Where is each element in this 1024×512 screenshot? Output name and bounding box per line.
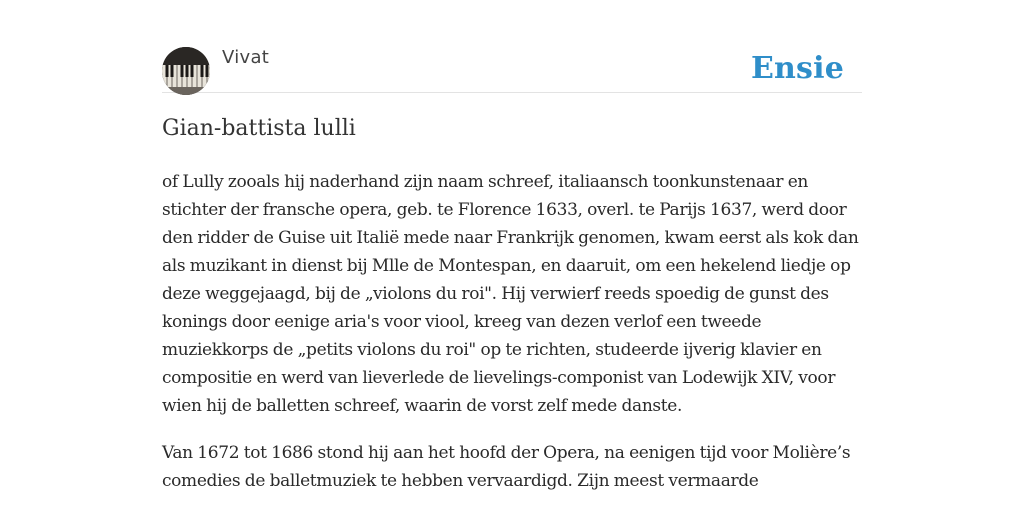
piano-keys-icon <box>162 47 210 95</box>
avatar[interactable] <box>162 47 210 95</box>
author-name[interactable]: Vivat <box>222 47 270 68</box>
header <box>162 46 862 93</box>
article-title: Gian-battista lulli <box>162 116 356 141</box>
article-body <box>162 168 862 512</box>
article-paragraph: of Lully zooals hij naderhand zijn naam schreef, italiaansch toonkunstenaar en stichter der fransche opera, geb. te Florence 1633, overl. te Parijs 1637, werd door den ridder de Guise uit Italië mede naar Frankrijk genomen, kwam eerst als kok dan als muzikant in dienst bij Mlle de Montespan, en daaruit, om een hekelend liedje op deze weggejaagd, bij de „violons du roi". Hij verwierf reeds spoedig de gunst des konings door eenige aria's voor viool, kreeg van dezen verlof een tweede muziekkorps de „petits violons du roi" op te richten, studeerde ijverig klavier en compositie en werd van lieverlede de lievelings-componist van Lodewijk XIV, voor wien hij de balletten schreef, waarin de vorst zelf mede danste. <box>162 172 859 416</box>
article-paragraph: Van 1672 tot 1686 stond hij aan het hoofd der Opera, na eenigen tijd voor Molière’s comedies de balletmuziek te hebben vervaardigd. Zijn meest vermaarde <box>162 443 851 491</box>
brand-logo[interactable]: Ensie <box>750 51 844 86</box>
